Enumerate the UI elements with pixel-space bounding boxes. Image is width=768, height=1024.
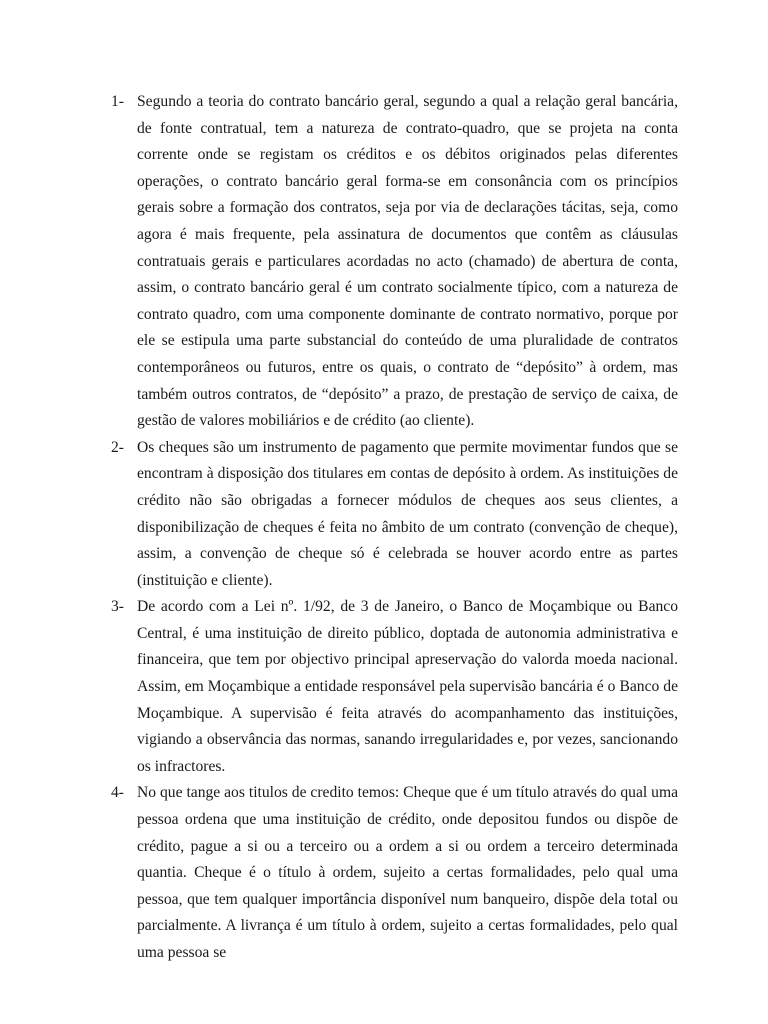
list-item-text: No que tange aos titulos de credito temos: Cheque que é um título através do qual uma pessoa ordena que uma instituição de crédito, onde depositou fundos ou dispõe de crédito, pague a si ou a terceiro ou a ordem a si ou ordem a terceiro determinada quantia. Cheque é o título à ordem, sujeito a certas formalidades, pelo qual uma pessoa, que tem qualquer importância disponível num banqueiro, dispõe dela total ou parcialmente. A livrança é um título à ordem, sujeito a certas formalidades, pelo qual uma pessoa se (137, 784, 678, 961)
list-item-text: Os cheques são um instrumento de pagamento que permite movimentar fundos que se encontram à disposição dos titulares em contas de depósito à ordem. As instituições de crédito não são obrigadas a fornecer módulos de cheques aos seus clientes, a disponibilização de cheques é feita no âmbito de um contrato (convenção de cheque), assim, a convenção de cheque só é celebrada se houver acordo entre as partes (instituição e cliente). (137, 438, 678, 589)
list-item (111, 780, 678, 966)
list-item (111, 594, 678, 780)
list-item-number: 1- (111, 93, 124, 110)
list-item-text: De acordo com a Lei nº. 1/92, de 3 de Janeiro, o Banco de Moçambique ou Banco Central, é uma instituição de direito público, doptada de autonomia administrativa e financeira, que tem por objectivo principal apreservação do valorda moeda nacional. Assim, em Moçambique a entidade responsável pela supervisão bancária é o Banco de Moçambique. A supervisão é feita através do acompanhamento das instituições, vigiando a observância das normas, sanando irregularidades e, por vezes, sancionando os infractores. (137, 598, 678, 775)
list-item (111, 435, 678, 595)
list-item-number: 3- (111, 598, 124, 616)
list-item-number: 4- (111, 784, 124, 802)
numbered-list (111, 89, 678, 967)
list-item-number: 2- (111, 438, 124, 456)
list-item (111, 89, 678, 435)
list-item-text: Segundo a teoria do contrato bancário geral, segundo a qual a relação geral bancária, de fonte contratual, tem a natureza de contrato-quadro, que se projeta na conta corrente onde se registam os créditos e os débitos originados pelas diferentes operações, o contrato bancário geral forma-se em consonância com os princípios gerais sobre a formação dos contratos, seja por via de declarações tácitas, seja, como agora é mais frequente, pela assinatura de documentos que contêm as cláusulas contratuais gerais e particulares acordadas no acto (chamado) de abertura de conta, assim, o contrato bancário geral é um contrato socialmente típico, com a natureza de contrato quadro, com uma componente dominante de contrato normativo, porque por ele se estipula uma parte substancial do conteúdo de uma pluralidade de contratos contemporâneos ou futuros, entre os quais, o contrato de “depósito” à ordem, mas também outros contratos, de “depósito” a prazo, de prestação de serviço de caixa, de gestão de valores mobiliários e de crédito (ao cliente). (137, 93, 678, 430)
